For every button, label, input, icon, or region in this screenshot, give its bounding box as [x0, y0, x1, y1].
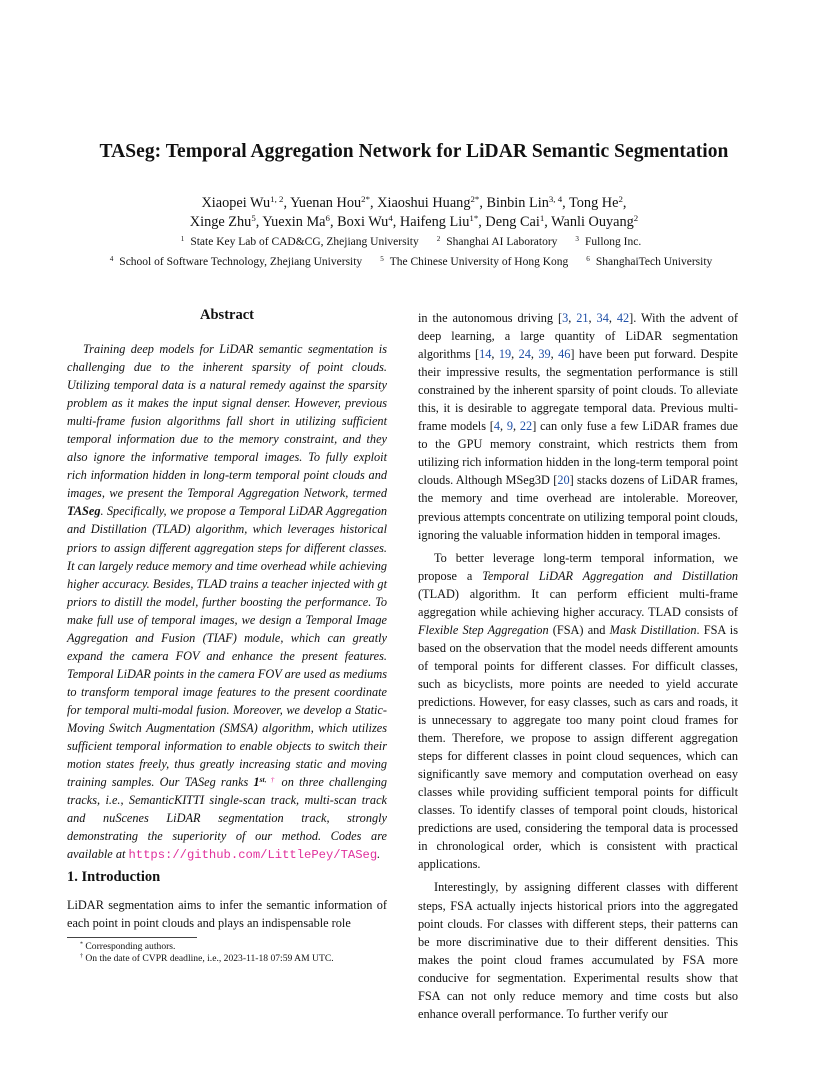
emphasized-term: Flexible Step Aggregation	[418, 622, 549, 637]
intro-paragraph-3: Interestingly, by assigning different classes with different steps, FSA actually injects historical priors into the aggregated point clouds. For classes with different steps, their patterns can be more discriminative due to their different densities. This makes the point cloud frames accumulated by FSA more conducive for segmentation. Experimental results show that FSA can not only reduce memory and time costs but also enhance overall performance. To further verify our	[418, 880, 738, 1021]
paper-title: TASeg: Temporal Aggregation Network for LiDAR Semantic Segmentation	[99, 141, 729, 162]
author-name: Yuenan Hou	[290, 195, 362, 211]
author-affiliation-mark: 5	[251, 213, 256, 224]
author-affiliation-mark: 3, 4	[548, 194, 563, 205]
footnote-deadline	[80, 953, 334, 965]
author-name: Haifeng Liu	[399, 214, 470, 230]
author-affiliation-mark: 2	[633, 213, 639, 224]
author-name: Tong He	[569, 195, 619, 211]
abstract-text-4: .	[377, 847, 381, 862]
author-affiliation-mark: 4	[388, 213, 393, 224]
intro-paragraph-1: in the autonomous driving [3, 21, 34, 42]. With the advent of deep learning, a large quantity of LiDAR segmentation algorithms [14, 19, 24, 39, 46] have been put forward. Despite their impressive results, the segmentation performance is still constrained by the inherent sparsity of point clouds. To alleviate this, it is desirable to aggregate temporal data. Previous multi-frame models [4, 9, 22] can only fuse a few LiDAR frames due to the GPU memory constraint, which restricts them from utilizing rich information hidden in the long-term temporal point clouds. Although MSeg3D [20] stacks dozens of LiDAR frames, the memory and time overhead are intolerable. Moreover, previous attempts concentrate on utilizing temporal point clouds, ignoring the valuable information hidden in temporal images.	[418, 311, 738, 542]
affiliation	[586, 256, 718, 268]
affiliation-mark: 1	[180, 235, 185, 244]
introduction-left-column	[67, 896, 387, 932]
affiliation-name: State Key Lab of CAD&CG, Zhejiang University	[190, 236, 419, 248]
affiliation-name: School of Software Technology, Zhejiang University	[119, 256, 363, 268]
introduction-right-column	[418, 309, 738, 1023]
rank-suffix: st	[259, 774, 265, 784]
affiliation	[380, 256, 574, 268]
author-name: Wanli Ouyang	[551, 214, 634, 230]
author-name: Deng Cai	[485, 214, 540, 230]
author-name: Binbin Lin	[486, 195, 549, 211]
intro-paragraph-2: To better leverage long-term temporal information, we propose a Temporal LiDAR Aggregation and Distillation (TLAD) algorithm. It can perform efficient multi-frame aggregation while achieving higher accuracy. TLAD consists of Flexible Step Aggregation (FSA) and Mask Distillation. FSA is based on the observation that the model needs different amounts of temporal points for different classes. For difficult classes, such as bicyclists, more points are needed to yield accurate predictions. However, for easy classes, such as cars and roads, it is unnecessary to aggregate too many point cloud frames for them. Therefore, we propose to assign different aggregation steps for different classes in point cloud sequences, which can significantly save memory and computation overhead on easy classes while providing sufficient temporal points for difficult classes. To identify classes of temporal point clouds, historical predictions are used, considering the temporal data is processed in chronological order, which is consistent with practical applications.	[418, 550, 738, 872]
citation-link[interactable]: 4	[493, 419, 501, 434]
affiliation	[181, 236, 425, 248]
affiliation-mark: 4	[109, 255, 114, 264]
affiliation-mark: 6	[586, 255, 590, 264]
affiliation-mark: 5	[380, 255, 384, 264]
citation-link[interactable]: 21	[576, 311, 589, 325]
affiliation-name: The Chinese University of Hong Kong	[389, 256, 569, 268]
affiliations-line-2	[0, 256, 828, 268]
citation-link[interactable]: 34	[596, 311, 609, 325]
author-name: Xiaoshui Huang	[377, 195, 471, 211]
footnote-divider	[67, 937, 197, 938]
citation-link[interactable]: 22	[519, 419, 533, 434]
affiliation	[437, 236, 564, 248]
author-name: Yuexin Ma	[262, 214, 326, 230]
author-affiliation-mark: 2	[618, 194, 623, 205]
citation-link[interactable]: 9	[506, 419, 514, 434]
abstract-heading: Abstract	[200, 307, 254, 323]
footnote-text: Corresponding authors.	[85, 941, 176, 952]
affiliations-line-1	[0, 236, 828, 248]
affiliation-name: ShanghaiTech University	[595, 256, 713, 268]
method-name: TASeg	[67, 504, 101, 519]
dagger-footnote-link[interactable]: †	[270, 774, 277, 784]
citation-link[interactable]: 3	[562, 311, 569, 325]
affiliation	[110, 256, 368, 268]
citation-link[interactable]: 14	[479, 347, 492, 362]
abstract-section	[67, 340, 387, 864]
footnote-text: On the date of CVPR deadline, i.e., 2023-11-18 07:59 AM UTC.	[85, 953, 334, 964]
author-affiliation-mark: 6	[325, 213, 330, 224]
affiliation	[575, 236, 647, 248]
author-name: Xiaopei Wu	[201, 195, 271, 211]
abstract-text-1: Training deep models for LiDAR semantic segmentation is challenging due to the inherent sparsity of point clouds. Utilizing temporal data is a natural remedy against the sparsity problem as it makes the input signal denser. However, previous multi-frame fusion algorithms fall short in utilizing sufficient temporal information due to the memory constraint, and they also ignore the informative temporal images. To fully exploit rich information hidden in long-term temporal point clouds and images, we present the Temporal Aggregation Network, termed	[67, 342, 387, 501]
author-affiliation-mark: 1, 2	[270, 194, 284, 205]
author-list-line-2: Xinge Zhu$^5$, Yuexin Ma$^6$, Boxi Wu$^4$, Haifeng Liu$^{1*}$, Deng Cai$^1$, Wanli Ouyang$^2$	[189, 213, 639, 230]
citation-link[interactable]: 46	[558, 347, 571, 362]
author-affiliation-mark: 2*	[361, 194, 370, 205]
affiliation-name: Shanghai AI Laboratory	[446, 236, 558, 248]
rank-value: 1	[253, 775, 260, 790]
author-name: Xinge Zhu	[189, 214, 252, 230]
code-repository-link[interactable]: https://github.com/LittlePey/TASeg	[128, 848, 378, 863]
citation-link[interactable]: 19	[498, 347, 512, 362]
citation-link[interactable]: 39	[538, 347, 551, 362]
citation-link[interactable]: 20	[557, 473, 570, 488]
affiliation-mark: 3	[575, 235, 579, 244]
author-list-line-1: Xiaopei Wu$^{1, 2}$, Yuenan Hou$^{2*}$, Xiaoshui Huang$^{2*}$, Binbin Lin$^{3, 4}$, Tong He$^2$,	[201, 194, 627, 211]
footnote-mark: *	[80, 941, 83, 948]
author-affiliation-mark: 2*	[470, 194, 480, 205]
citation-link[interactable]: 42	[616, 311, 630, 325]
footnote-mark: †	[80, 953, 83, 960]
footnote-corresponding	[80, 941, 175, 953]
abstract-text-2: . Specifically, we propose a Temporal LiDAR Aggregation and Distillation (TLAD) algorithm, which leverages historical priors to assign different aggregation steps for different classes. It can largely reduce memory and time overhead while achieving higher accuracy. Besides, TLAD trains a teacher injected with gt priors to distill the model, further boosting the performance. To make full use of temporal images, we design a Temporal Image Aggregation and Fusion (TIAF) module, which can greatly expand the camera FOV and enhance the present features. Temporal LiDAR points in the camera FOV are used as mediums to transform temporal image features to the present coordinate for temporal multi-modal fusion. Moreover, we develop a Static-Moving Switch Augmentation (SMSA) algorithm, which utilizes sufficient temporal information to enable objects to switch their motion states freely, thus greatly increasing static and moving training samples. Our TASeg ranks	[67, 504, 387, 790]
author-name: Boxi Wu	[337, 214, 389, 230]
affiliation-mark: 2	[436, 235, 441, 244]
citation-link[interactable]: 24	[518, 347, 531, 362]
abstract-text-3: on three challenging tracks, i.e., SemanticKITTI single-scan track, multi-scan track and nuScenes LiDAR segmentation track, strongly demonstrating the superiority of our method. Codes are available at	[67, 775, 388, 862]
affiliation-name: Fullong Inc.	[584, 236, 642, 248]
abstract-body: Training deep models for LiDAR semantic segmentation is challenging due to the inherent sparsity of point clouds. Utilizing temporal data is a natural remedy against the sparsity problem as it makes the input signal denser. However, previous multi-frame fusion algorithms fall short in utilizing sufficient temporal information due to the memory constraint, and they also ignore the informative temporal images. To fully exploit rich information hidden in long-term temporal point clouds and images, we present the Temporal Aggregation Network, termed TASeg. Specifically, we propose a Temporal LiDAR Aggregation and Distillation (TLAD) algorithm, which leverages historical priors to assign different aggregation steps for different classes. It can largely reduce memory and time overhead while achieving higher accuracy. Besides, TLAD trains a teacher injected with gt priors to distill the model, further boosting the performance. To make full use of temporal images, we design a Temporal Image Aggregation and Fusion (TIAF) module, which can greatly expand the camera FOV and enhance the present features. Temporal LiDAR points in the camera FOV are used as mediums to transform temporal image features to the present coordinate for temporal multi-modal fusion. Moreover, we develop a Static-Moving Switch Augmentation (SMSA) algorithm, which utilizes sufficient temporal information to enable objects to switch their motion states freely, thus greatly increasing static and moving training samples. Our TASeg ranks $1^{st, \dagger}$ on three challenging tracks, i.e., SemanticKITTI single-scan track, multi-scan track and nuScenes LiDAR segmentation track, strongly demonstrating the superiority of our method. Codes are available at https://github.com/LittlePey/TASeg.	[67, 342, 388, 863]
emphasized-term: Mask Distillation	[609, 622, 697, 637]
author-affiliation-mark: 1	[539, 213, 545, 224]
author-affiliation-mark: 1*	[469, 213, 479, 224]
introduction-heading: 1. Introduction	[67, 869, 161, 885]
emphasized-term: Temporal LiDAR Aggregation and Distillation	[482, 568, 738, 583]
intro-paragraph-start: LiDAR segmentation aims to infer the semantic information of each point in point clouds and plays an indispensable role	[67, 898, 387, 931]
